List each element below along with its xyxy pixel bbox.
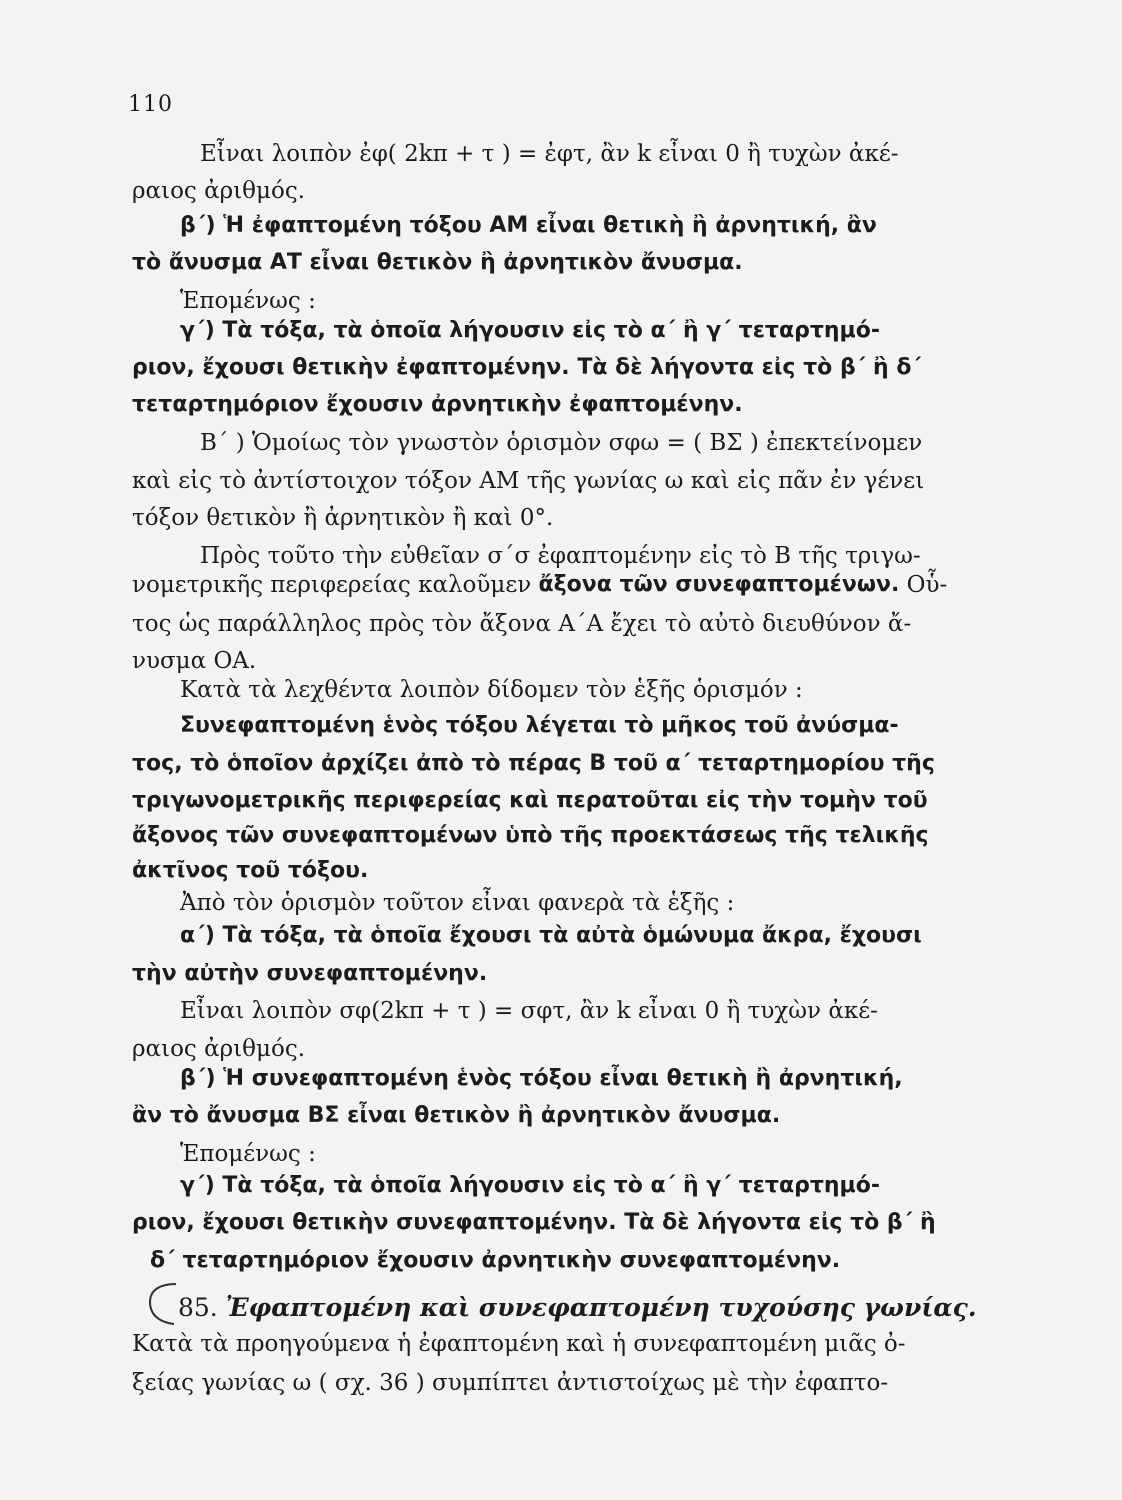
- text-line: καὶ εἰς τὸ ἀντίστοιχον τόξον ΑΜ τῆς γωνίας ω καὶ εἰς πᾶν ἐν γένει: [132, 468, 925, 494]
- text-line: Εἶναι λοιπὸν ἐφ( 2kπ + τ ) = ἐφτ, ἂν k εἶναι 0 ἢ τυχὼν ἀκέ-: [200, 141, 899, 167]
- section-number: 85.: [178, 1293, 218, 1322]
- text-line: β΄) Ἡ ἐφαπτομένη τόξου ΑΜ εἶναι θετικὴ ἢ ἀρνητική, ἂν: [180, 213, 877, 238]
- text-line: τος ὡς παράλληλος πρὸς τὸν ἄξονα Α΄Α ἔχει τὸ αὐτὸ διευθύνον ἄ-: [132, 611, 912, 637]
- text-line: ραιος ἀριθμός.: [132, 1036, 306, 1062]
- text-line: νυσμα ΟΑ.: [132, 648, 257, 674]
- section-title: Ἐφαπτομένη καὶ συνεφαπτομένη τυχούσης γωνίας.: [225, 1293, 977, 1322]
- text-line: γ΄) Τὰ τόξα, τὰ ὁποῖα λήγουσιν εἰς τὸ α΄ ἢ γ΄ τεταρτημό-: [180, 318, 880, 343]
- definition-line: τριγωνομετρικῆς περιφερείας καὶ περατοῦται εἰς τὴν τομὴν τοῦ: [132, 788, 928, 813]
- text-line: ραιος ἀριθμός.: [132, 178, 306, 204]
- text-line: ξείας γωνίας ω ( σχ. 36 ) συμπίπτει ἀντιστοίχως μὲ τὴν ἐφαπτο-: [132, 1370, 889, 1396]
- text-line: ἂν τὸ ἄνυσμα ΒΣ εἶναι θετικὸν ἢ ἀρνητικὸν ἄνυσμα.: [132, 1103, 781, 1128]
- text-line: ριον, ἔχουσι θετικὴν ἐφαπτομένην. Τὰ δὲ λήγοντα εἰς τὸ β΄ ἢ δ΄: [132, 355, 922, 380]
- text-line: Κατὰ τὰ λεχθέντα λοιπὸν δίδομεν τὸν ἑξῆς ὁρισμόν :: [180, 677, 803, 703]
- text-line: Ἑπομένως :: [180, 1141, 316, 1167]
- pencil-bracket-mark: [140, 1280, 180, 1330]
- text-line: ριον, ἔχουσι θετικὴν συνεφαπτομένην. Τὰ δὲ λήγοντα εἰς τὸ β΄ ἢ: [132, 1210, 936, 1235]
- definition-line: ἀκτῖνος τοῦ τόξου.: [132, 858, 369, 883]
- text-line: τεταρτημόριον ἔχουσιν ἀρνητικὴν ἐφαπτομένην.: [132, 392, 743, 417]
- section-heading: [178, 1295, 978, 1320]
- text-line: α΄) Τὰ τόξα, τὰ ὁποῖα ἔχουσι τὰ αὐτὰ ὁμώνυμα ἄκρα, ἔχουσι: [180, 923, 922, 948]
- page-number: 110: [128, 92, 173, 117]
- text-line: τὸ ἄνυσμα ΑΤ εἶναι θετικὸν ἢ ἀρνητικὸν ἄνυσμα.: [132, 250, 743, 275]
- emphasized-term: ἄξονα τῶν συνεφαπτομένων.: [538, 572, 900, 597]
- text-line: τὴν αὐτὴν συνεφαπτομένην.: [132, 961, 488, 986]
- text-line: Β΄ ) Ὁμοίως τὸν γνωστὸν ὁρισμὸν σφω = ( ΒΣ ) ἐπεκτείνομεν: [200, 430, 923, 456]
- text-line: β΄) Ἡ συνεφαπτομένη ἑνὸς τόξου εἶναι θετικὴ ἢ ἀρνητική,: [180, 1066, 903, 1091]
- definition-line: Συνεφαπτομένη ἑνὸς τόξου λέγεται τὸ μῆκος τοῦ ἀνύσμα-: [180, 713, 899, 738]
- text-line: Ἑπομένως :: [180, 288, 316, 314]
- definition-line: ἄξονος τῶν συνεφαπτομένων ὑπὸ τῆς προεκτάσεως τῆς τελικῆς: [132, 823, 929, 848]
- text-line: δ΄ τεταρτημόριον ἔχουσιν ἀρνητικὴν συνεφαπτομένην.: [150, 1248, 841, 1273]
- text-line: γ΄) Τὰ τόξα, τὰ ὁποῖα λήγουσιν εἰς τὸ α΄ ἢ γ΄ τεταρτημό-: [180, 1173, 880, 1198]
- text-line: Εἶναι λοιπὸν σφ(2kπ + τ ) = σφτ, ἂν k εἶναι 0 ἢ τυχὼν ἀκέ-: [180, 998, 878, 1024]
- text-line: Κατὰ τὰ προηγούμενα ἡ ἐφαπτομένη καὶ ἡ συνεφαπτομένη μιᾶς ὀ-: [132, 1331, 906, 1357]
- definition-line: τος, τὸ ὁποῖον ἀρχίζει ἀπὸ τὸ πέρας Β τοῦ α΄ τεταρτημορίου τῆς: [132, 751, 935, 776]
- text-line: Ἀπὸ τὸν ὁρισμὸν τοῦτον εἶναι φανερὰ τὰ ἑξῆς :: [180, 890, 735, 916]
- text-line-mixed: νομετρικῆς περιφερείας καλοῦμεν ἄξονα τῶν συνεφαπτομένων. Οὗ-: [132, 572, 948, 598]
- text-line: Πρὸς τοῦτο τὴν εὐθεῖαν σ΄σ ἐφαπτομένην εἰς τὸ Β τῆς τριγω-: [200, 543, 921, 569]
- text-line: τόξον θετικὸν ἢ ἀρνητικὸν ἢ καὶ 0°.: [132, 505, 554, 531]
